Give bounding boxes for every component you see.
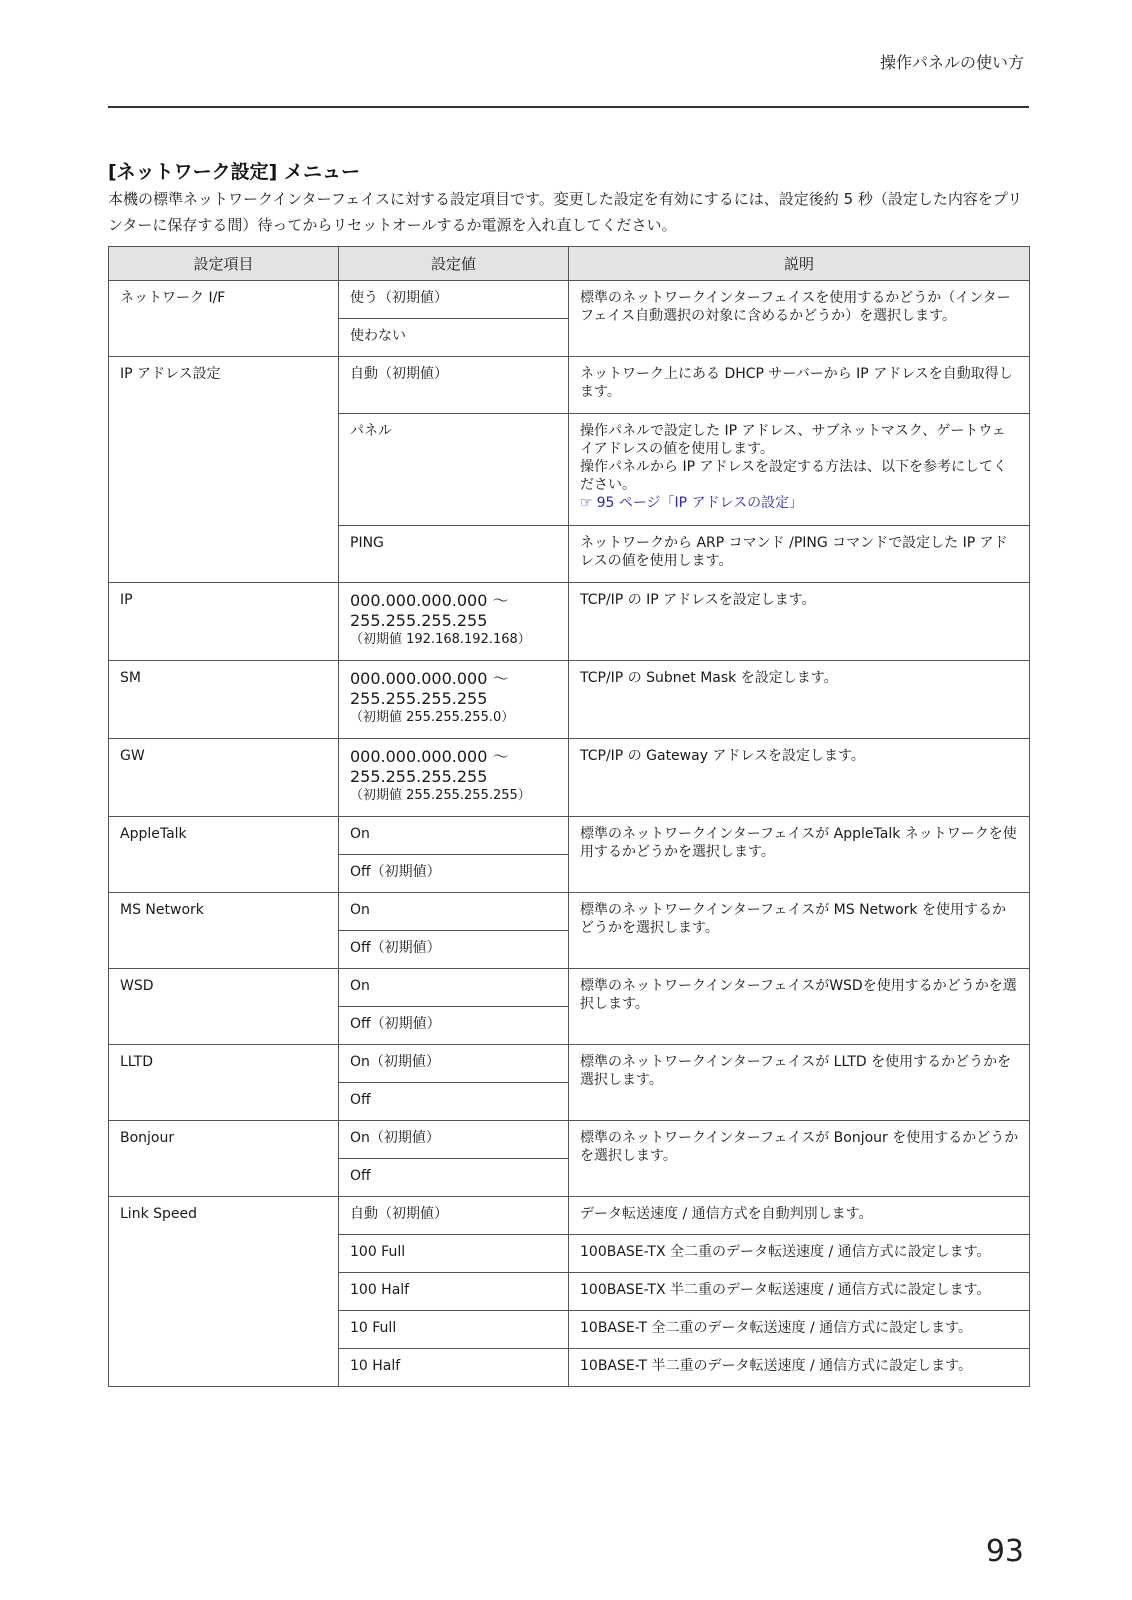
table-row [109, 661, 1030, 739]
section-title: [ネットワーク設定] メニュー [108, 161, 360, 183]
setting-value: On [339, 893, 569, 931]
setting-description: TCP/IP の IP アドレスを設定します。 [569, 583, 1030, 661]
setting-value: On [339, 969, 569, 1007]
value-default: （初期値 255.255.255.0） [350, 710, 515, 725]
network-settings-table [108, 246, 1030, 1387]
header-rule [108, 106, 1029, 108]
table-row [109, 583, 1030, 661]
value-range-end: 255.255.255.255 [350, 689, 488, 708]
value-range-end: 255.255.255.255 [350, 767, 488, 786]
setting-name: SM [109, 661, 339, 739]
page-reference-text: 95 ページ「IP アドレスの設定」 [596, 495, 804, 511]
setting-value: 自動（初期値） [339, 357, 569, 414]
setting-description: データ転送速度 / 通信方式を自動判別します。 [569, 1197, 1030, 1235]
setting-description: 標準のネットワークインターフェイスが Bonjour を使用するかどうかを選択します。 [569, 1121, 1030, 1197]
table-row [109, 281, 1030, 319]
setting-value: 100 Full [339, 1235, 569, 1273]
reference-hand-icon: ☞ [580, 495, 593, 511]
header-setting-item: 設定項目 [109, 247, 339, 281]
setting-value: On（初期値） [339, 1045, 569, 1083]
page-number: 93 [985, 1534, 1024, 1569]
setting-description: TCP/IP の Subnet Mask を設定します。 [569, 661, 1030, 739]
setting-value: Off（初期値） [339, 855, 569, 893]
setting-name: AppleTalk [109, 817, 339, 893]
setting-name: GW [109, 739, 339, 817]
setting-name: ネットワーク I/F [109, 281, 339, 357]
table-row [109, 357, 1030, 414]
setting-description: 10BASE-T 全二重のデータ転送速度 / 通信方式に設定します。 [569, 1311, 1030, 1349]
setting-description: 標準のネットワークインターフェイスが MS Network を使用するかどうかを選択します。 [569, 893, 1030, 969]
setting-name: MS Network [109, 893, 339, 969]
setting-value: 10 Full [339, 1311, 569, 1349]
value-range-end: 255.255.255.255 [350, 611, 488, 630]
table-row [109, 1045, 1030, 1083]
setting-description: 100BASE-TX 半二重のデータ転送速度 / 通信方式に設定します。 [569, 1273, 1030, 1311]
table-row [109, 893, 1030, 931]
setting-value: Off（初期値） [339, 931, 569, 969]
setting-description: TCP/IP の Gateway アドレスを設定します。 [569, 739, 1030, 817]
value-default: （初期値 192.168.192.168） [350, 632, 531, 647]
setting-name: IP [109, 583, 339, 661]
page-reference-link[interactable] [580, 494, 1019, 512]
setting-value: Off [339, 1083, 569, 1121]
table-row [109, 739, 1030, 817]
table-row [109, 1121, 1030, 1159]
setting-value: 使う（初期値） [339, 281, 569, 319]
setting-description: 100BASE-TX 全二重のデータ転送速度 / 通信方式に設定します。 [569, 1235, 1030, 1273]
setting-description: 10BASE-T 半二重のデータ転送速度 / 通信方式に設定します。 [569, 1349, 1030, 1387]
setting-value: 使わない [339, 319, 569, 357]
setting-value: Off [339, 1159, 569, 1197]
table-row [109, 817, 1030, 855]
value-range-start: 000.000.000.000 ～ [350, 591, 509, 610]
section-intro: 本機の標準ネットワークインターフェイスに対する設定項目です。変更した設定を有効にするには、設定後約 5 秒（設定した内容をプリンターに保存する間）待ってからリセットオールするか電源を入れ直してください。 [108, 190, 1023, 234]
setting-value: On [339, 817, 569, 855]
setting-description [569, 414, 1030, 526]
table-row [109, 1197, 1030, 1235]
table-row [109, 969, 1030, 1007]
setting-value: On（初期値） [339, 1121, 569, 1159]
setting-name: LLTD [109, 1045, 339, 1121]
setting-value: 10 Half [339, 1349, 569, 1387]
setting-value [339, 583, 569, 661]
value-range-start: 000.000.000.000 ～ [350, 669, 509, 688]
setting-name: WSD [109, 969, 339, 1045]
desc-panel-line-2: 操作パネルから IP アドレスを設定する方法は、以下を参考にしてください。 [580, 459, 1008, 493]
setting-name: IP アドレス設定 [109, 357, 339, 583]
header-description: 説明 [569, 247, 1030, 281]
setting-value [339, 661, 569, 739]
setting-description: 標準のネットワークインターフェイスが LLTD を使用するかどうかを選択します。 [569, 1045, 1030, 1121]
setting-description: ネットワークから ARP コマンド /PING コマンドで設定した IP アドレスの値を使用します。 [569, 526, 1030, 583]
setting-value: PING [339, 526, 569, 583]
setting-description: 標準のネットワークインターフェイスがWSDを使用するかどうかを選択します。 [569, 969, 1030, 1045]
setting-name: Bonjour [109, 1121, 339, 1197]
desc-panel-line-1: 操作パネルで設定した IP アドレス、サブネットマスク、ゲートウェイアドレスの値を使用します。 [580, 423, 1006, 457]
setting-value [339, 739, 569, 817]
page-header-title: 操作パネルの使い方 [879, 53, 1024, 72]
setting-value: 100 Half [339, 1273, 569, 1311]
value-default: （初期値 255.255.255.255） [350, 788, 531, 803]
setting-description: ネットワーク上にある DHCP サーバーから IP アドレスを自動取得します。 [569, 357, 1030, 414]
setting-value: 自動（初期値） [339, 1197, 569, 1235]
setting-description: 標準のネットワークインターフェイスを使用するかどうか（インターフェイス自動選択の対象に含めるかどうか）を選択します。 [569, 281, 1030, 357]
setting-value: パネル [339, 414, 569, 526]
table-header-row [109, 247, 1030, 281]
setting-value: Off（初期値） [339, 1007, 569, 1045]
setting-description: 標準のネットワークインターフェイスが AppleTalk ネットワークを使用するかどうかを選択します。 [569, 817, 1030, 893]
header-setting-value: 設定値 [339, 247, 569, 281]
value-range-start: 000.000.000.000 ～ [350, 747, 509, 766]
setting-name: Link Speed [109, 1197, 339, 1387]
